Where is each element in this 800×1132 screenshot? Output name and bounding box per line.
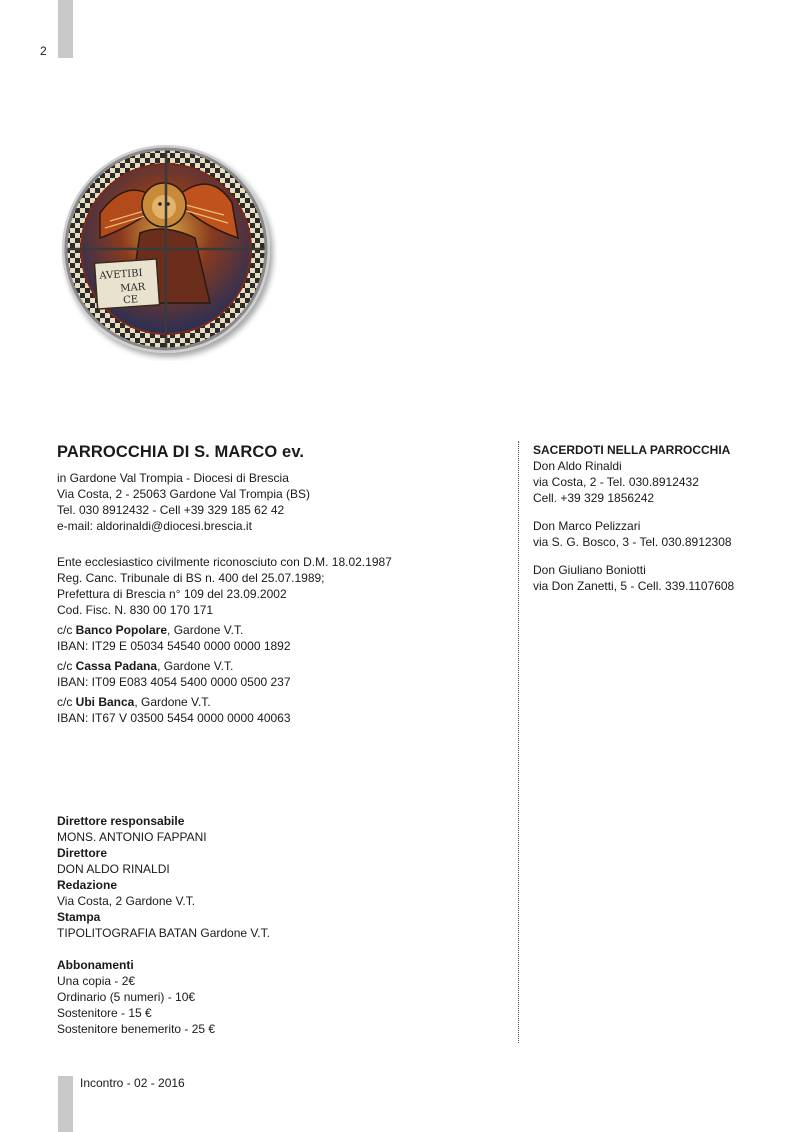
priest-name: Don Aldo Rinaldi bbox=[533, 459, 622, 473]
bank-name: Cassa Padana bbox=[75, 659, 158, 673]
priests-title: SACERDOTI NELLA PARROCCHIA bbox=[533, 443, 731, 457]
priest-name: Don Marco Pelizzari bbox=[533, 519, 641, 533]
masthead-label: Redazione bbox=[57, 878, 118, 892]
masthead bbox=[57, 813, 357, 1037]
masthead-value: TIPOLITOGRAFIA BATAN Gardone V.T. bbox=[57, 926, 270, 940]
iban-line: IBAN: IT67 V 03500 5454 0000 0000 40063 bbox=[57, 711, 291, 725]
subscription-line: Sostenitore - 15 € bbox=[57, 1006, 152, 1020]
legal-line: Prefettura di Brescia n° 109 del 23.09.2002 bbox=[57, 587, 287, 601]
masthead-value: DON ALDO RINALDI bbox=[57, 862, 170, 876]
legal-line: Ente ecclesiastico civilmente riconosciuto con D.M. 18.02.1987 bbox=[57, 555, 392, 569]
bank-account-line: c/c Banco Popolare, Gardone V.T. bbox=[57, 623, 244, 637]
column-divider bbox=[518, 441, 519, 1043]
masthead-label: Stampa bbox=[57, 910, 101, 924]
iban-line: IBAN: IT09 E083 4054 5400 0000 0500 237 bbox=[57, 675, 291, 689]
bottom-margin-bar bbox=[58, 1076, 73, 1132]
email-line: e-mail: aldorinaldi@diocesi.brescia.it bbox=[57, 519, 252, 533]
subscription-line: Una copia - 2€ bbox=[57, 974, 136, 988]
subscription-line: Sostenitore benemerito - 25 € bbox=[57, 1022, 216, 1036]
priest-contact: via S. G. Bosco, 3 - Tel. 030.8912308 bbox=[533, 535, 732, 549]
masthead-value: Via Costa, 2 Gardone V.T. bbox=[57, 894, 196, 908]
address-line: in Gardone Val Trompia - Diocesi di Brescia bbox=[57, 471, 289, 485]
bank-account-line: c/c Cassa Padana, Gardone V.T. bbox=[57, 659, 234, 673]
priests-section bbox=[533, 442, 783, 606]
masthead-label: Direttore bbox=[57, 846, 108, 860]
bank-name: Ubi Banca bbox=[75, 695, 135, 709]
top-margin-bar bbox=[58, 0, 73, 58]
book-inscription-3: CE bbox=[122, 294, 139, 307]
legal-line: Reg. Canc. Tribunale di BS n. 400 del 25.07.1989; bbox=[57, 571, 325, 585]
priest-entry bbox=[533, 458, 783, 506]
priest-entry bbox=[533, 562, 783, 594]
book-inscription-2: MAR bbox=[119, 281, 146, 295]
stained-glass-lion-image bbox=[60, 143, 278, 361]
subscription-line: Ordinario (5 numeri) - 10€ bbox=[57, 990, 196, 1004]
subscriptions-label: Abbonamenti bbox=[57, 958, 134, 972]
priest-contact: via Don Zanetti, 5 - Cell. 339.1107608 bbox=[533, 579, 735, 593]
address-line: Tel. 030 8912432 - Cell +39 329 185 62 42 bbox=[57, 503, 285, 517]
priest-name: Don Giuliano Boniotti bbox=[533, 563, 646, 577]
book-inscription-1: AVETIBI bbox=[99, 267, 143, 282]
bank-account-line: c/c Ubi Banca, Gardone V.T. bbox=[57, 695, 211, 709]
masthead-label: Direttore responsabile bbox=[57, 814, 185, 828]
priest-contact: via Costa, 2 - Tel. 030.8912432 bbox=[533, 475, 699, 489]
parish-title: PARROCCHIA DI S. MARCO ev. bbox=[57, 443, 305, 461]
bank-name: Banco Popolare bbox=[75, 623, 168, 637]
page-number: 2 bbox=[40, 44, 47, 58]
address-line: Via Costa, 2 - 25063 Gardone Val Trompia (BS) bbox=[57, 487, 311, 501]
priest-entry bbox=[533, 518, 783, 550]
footer-issue: Incontro - 02 - 2016 bbox=[80, 1076, 185, 1090]
iban-line: IBAN: IT29 E 05034 54540 0000 0000 1892 bbox=[57, 639, 291, 653]
legal-line: Cod. Fisc. N. 830 00 170 171 bbox=[57, 603, 214, 617]
priest-contact: Cell. +39 329 1856242 bbox=[533, 491, 655, 505]
masthead-value: MONS. ANTONIO FAPPANI bbox=[57, 830, 207, 844]
parish-info bbox=[57, 442, 477, 726]
